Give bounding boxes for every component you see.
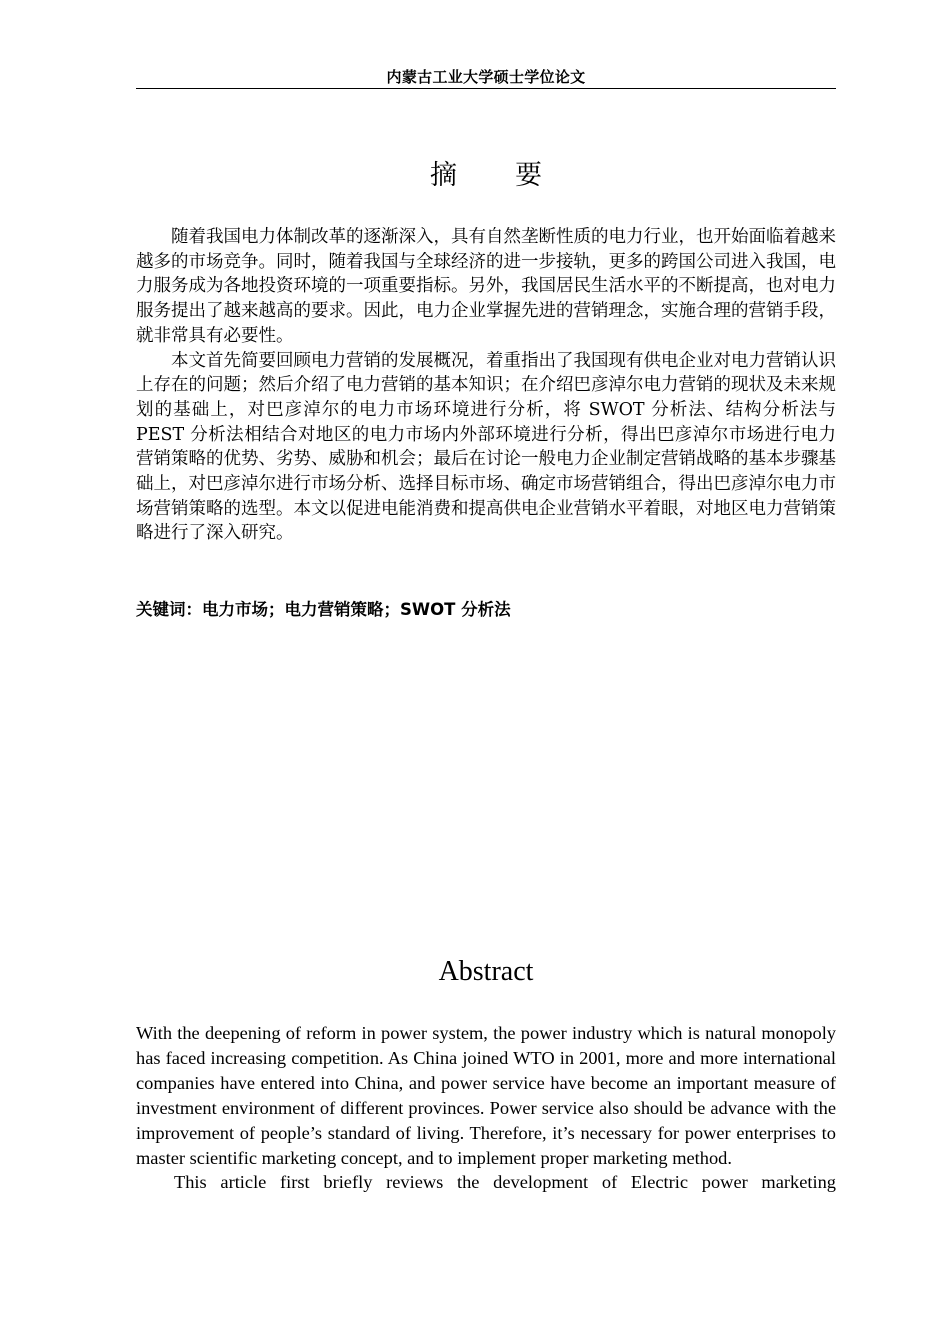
- header-rule: [136, 88, 836, 89]
- abstract-zh-title-char-2: 要: [515, 160, 542, 191]
- abstract-en-title: Abstract: [438, 956, 534, 987]
- abstract-zh-paragraph-2: 本文首先简要回顾电力营销的发展概况，着重指出了我国现有供电企业对电力营销认识上存在的问题；然后介绍了电力营销的基本知识；在介绍巴彦淖尔电力营销的现状及未来规划的基础上，对巴彦淖尔的电力市场环境进行分析，将 SWOT 分析法、结构分析法与 PEST 分析法相结合对地区的电力市场内外部环境进行分析，得出巴彦淖尔市场进行电力营销策略的优势、劣势、威胁和机会；最后在讨论一般电力企业制定营销战略的基本步骤基础上，对巴彦淖尔进行市场分析、选择目标市场、确定市场营销组合，得出巴彦淖尔电力市场营销策略的选型。本文以促进电能消费和提高供电企业营销水平着眼，对地区电力营销策略进行了深入研究。: [136, 350, 836, 544]
- abstract-en-paragraph-2: This article first briefly reviews the development of Electric power marketing: [174, 1172, 836, 1193]
- abstract-zh-body: [136, 225, 836, 546]
- abstract-zh-paragraph-1: 随着我国电力体制改革的逐渐深入，具有自然垄断性质的电力行业，也开始面临着越来越多的市场竞争。同时，随着我国与全球经济的进一步接轨，更多的跨国公司进入我国，电力服务成为各地投资环境的一项重要指标。另外，我国居民生活水平的不断提高，也对电力服务提出了越来越高的要求。因此，电力企业掌握先进的营销理念，实施合理的营销手段，就非常具有必要性。: [136, 227, 836, 346]
- abstract-zh-title: [136, 156, 836, 196]
- running-header: 内蒙古工业大学硕士学位论文: [386, 68, 586, 86]
- abstract-zh-title-char-1: 摘: [430, 160, 457, 191]
- abstract-zh-keywords: 关键词：电力市场；电力营销策略；SWOT 分析法: [136, 600, 511, 619]
- abstract-en-paragraph-1: With the deepening of reform in power system, the power industry which is natural monopoly has faced increasing competition. As China joined WTO in 2001, more and more international companies have entered into China, and power service have become an important measure of investment environment of different provinces. Power service also should be advance with the improvement of people’s standard of living. Therefore, it’s necessary for power enterprises to master scientific marketing concept, and to implement proper marketing method.: [136, 1023, 836, 1168]
- abstract-en-body: [136, 1021, 836, 1195]
